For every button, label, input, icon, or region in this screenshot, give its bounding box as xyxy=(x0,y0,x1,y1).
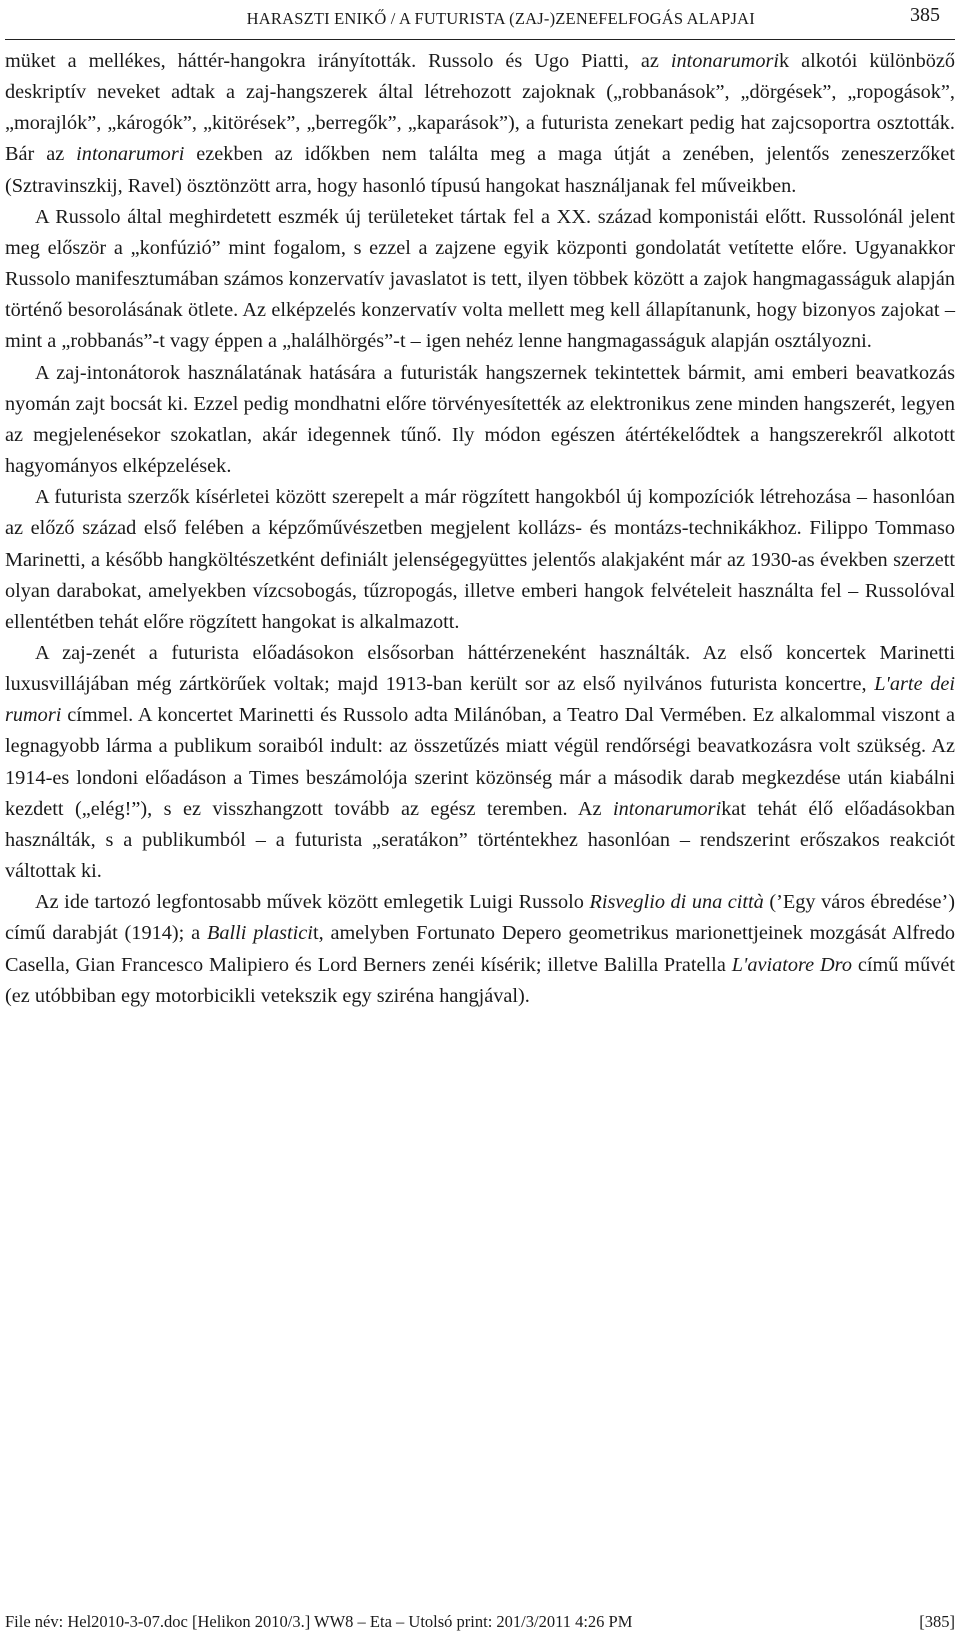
paragraph xyxy=(5,638,955,887)
running-head xyxy=(0,0,960,40)
text-run: ezekben az időkben nem találta meg a maga útját a zenében, jelentős zeneszerzőket (Sztravinszkij, Ravel) ösztönzött arra, hogy hasonló típusú hangokat használjanak fel műveikben. xyxy=(5,143,955,197)
italic-term: intonarumori xyxy=(76,143,185,166)
paragraph xyxy=(5,358,955,483)
italic-term: Balli plastici xyxy=(206,922,313,945)
text-run: kat tehát élő előadásokban használták, s a publikumból – a futurista „seratákon” történtekhez hasonlóan – rendszerint erőszakos reakciót váltottak ki. xyxy=(5,797,955,883)
paragraph xyxy=(5,202,955,358)
header-rule xyxy=(5,39,955,40)
text-run: k alkotói különböző deskriptív neveket adtak a zaj-hangszerek által létrehozott zajoknak („robbanások”, „dörgések”, „ropogások”, „morajlók”, „károgók”, „kitörések”, „berregők”, „kaparások”), a futurista zenekart pedig hat zajcsoportra osztották. Bár az xyxy=(5,50,955,166)
text-run: (’Egy város ébredése’) című darabját (1914); a xyxy=(5,891,955,945)
text-run: címmel. A koncertet Marinetti és Russolo adta Milánóban, a Teatro Dal Vermében. Ez alkalommal viszont a legnagyobb lárma a publikum soraiból indult: az összetűzés miatt végül rendőrségi beavatkozásra volt szükség. Az 1914-es londoni előadáson a Times beszámolója szerint közönség már a második darab megkezdése után kiabálni kezdett („elég!”), s ez visszhangzott tovább az egész teremben. Az xyxy=(5,704,955,820)
text-run: A Russolo által meghirdetett eszmék új területeket tártak fel a XX. század komponistái előtt. Russolónál jelent meg először a „konfúzió” mint fogalom, s ezzel a zajzene egyik központi gondolatát vetítette előre. Ugyanakkor Russolo manifesztumában számos konzervatív javaslatot is tett, ilyen többek között a zajok hangmagasságuk alapján történő besorolásának ötlete. Az elképzelés konzervatív volta mellett meg kell állapítanunk, hogy bizonyos zajokat – mint a „robbanás”-t vagy éppen a „halálhörgés”-t – igen nehéz lenne hangmagasságuk alapján osztályozni. xyxy=(5,205,955,353)
italic-term: intonarumori xyxy=(670,50,780,72)
running-title: HARASZTI ENIKŐ / A FUTURISTA (ZAJ-)ZENEFELFOGÁS ALAPJAI xyxy=(246,9,755,28)
paragraph xyxy=(5,887,955,1012)
footer-file-info: File név: Hel2010-3-07.doc [Helikon 2010/3.] WW8 – Eta – Utolsó print: 201/3/2011 4:26 PM xyxy=(5,1612,633,1631)
text-run: A zaj-intonátorok használatának hatására a futuristák hangszernek tekintettek bármit, ami emberi beavatkozás nyomán zajt bocsát ki. Ezzel pedig mondhatni előre törvényesítették az elektronikus zene minden hangszerét, legyen az megjelenésekor szokatlan, akár idegennek tűnő. Ily módon egészen átértékelődtek a hangszerekről alkotott hagyományos elképzelések. xyxy=(5,361,955,478)
text-run: t, amelyben Fortunato Depero geometrikus marionettjeinek mozgását Alfredo Casella, Gian Francesco Malipiero és Lord Berners zenéi kísérik; illetve Balilla Pratella xyxy=(5,922,955,976)
italic-term: L'aviatore Dro xyxy=(731,953,852,976)
footer-page-ref: [385] xyxy=(919,1612,955,1631)
text-run: A zaj-zenét a futurista előadásokon elsősorban háttérzeneként használták. Az első koncertek Marinetti luxusvillájában még zártkörűek voltak; majd 1913-ban került sor az első nyilvános futurista koncertre, xyxy=(5,641,955,696)
italic-term: Risveglio di una città xyxy=(589,891,764,914)
text-run: című művét (ez utóbbiban egy motorbicikli vetekszik egy sziréna hangjával). xyxy=(5,953,955,1007)
paragraph xyxy=(5,46,955,202)
text-run: A futurista szerzők kísérletei között szerepelt a már rögzített hangokból új kompozíciók létrehozása – hasonlóan az előző század első felében a képzőművészetben megjelent kollázs- és montázs-technikákhoz. Filippo Tommaso Marinetti, a később hangköltészetként definiált jelenségegyüttes jelentős alakjaként már az 1930-as években szerzett olyan darabokat, amelyekben vízcsobogás, tűzropogás, illetve emberi hangok felvételeit használta fel – Russolóval ellentétben tehát előre rögzített hangokat is alkalmazott. xyxy=(5,486,955,633)
text-run: müket a mellékes, háttér-hangokra irányították. Russolo és Ugo Piatti, az xyxy=(5,50,671,72)
body-text xyxy=(5,46,955,1012)
text-run: Az ide tartozó legfontosabb művek között emlegetik Luigi Russolo xyxy=(35,891,590,914)
italic-term: intonarumori xyxy=(613,797,722,820)
paragraph xyxy=(5,482,955,638)
italic-term: L'arte dei rumori xyxy=(5,673,955,727)
page-number: 385 xyxy=(910,4,940,26)
